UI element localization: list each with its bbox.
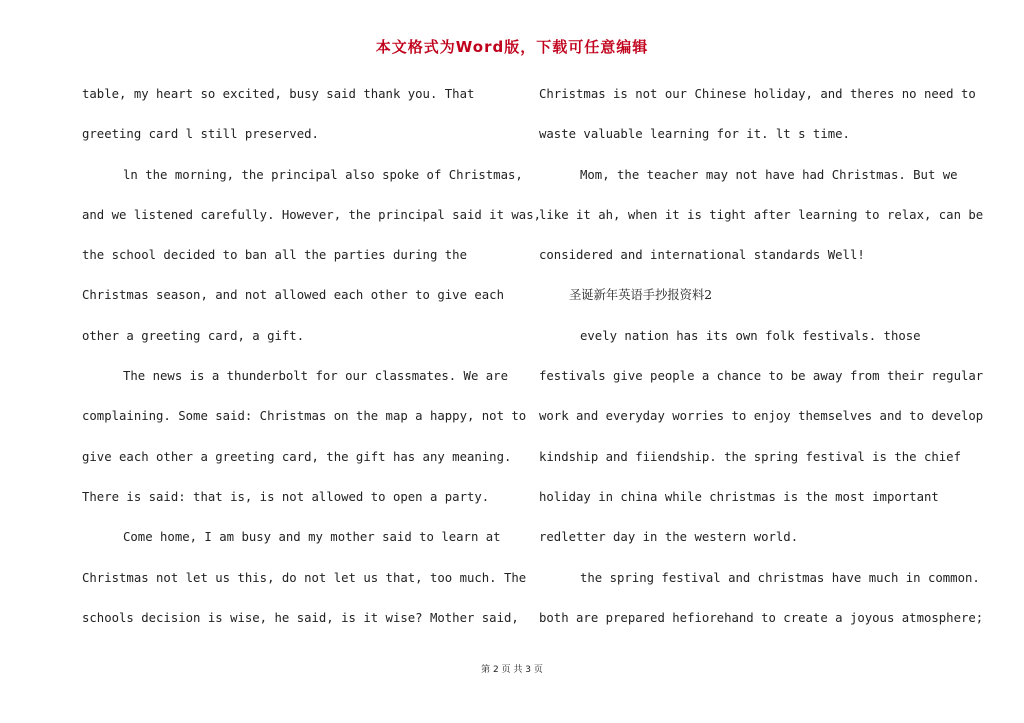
- left-text-column: [82, 78, 542, 642]
- text-line: festivals give people a chance to be away from their regular: [539, 369, 984, 384]
- text-line: kindship and fiiendship. the spring festival is the chief: [539, 449, 961, 464]
- text-line: considered and international standards Well!: [539, 248, 865, 263]
- text-line: The news is a thunderbolt for our classmates. We are: [123, 369, 508, 384]
- section-heading: 圣诞新年英语手抄报资料2: [569, 288, 713, 303]
- text-line: ln the morning, the principal also spoke of Christmas,: [123, 167, 523, 182]
- text-line: schools decision is wise, he said, is it wise? Mother said,: [82, 610, 519, 625]
- text-line: other a greeting card, a gift.: [82, 328, 305, 343]
- text-line: evely nation has its own folk festivals. those: [580, 328, 921, 343]
- text-line: and we listened carefully. However, the principal said it was,: [82, 207, 542, 222]
- text-line: Mom, the teacher may not have had Christmas. But we: [580, 167, 958, 182]
- text-line: complaining. Some said: Christmas on the map a happy, not to: [82, 409, 527, 424]
- text-line: the spring festival and christmas have much in common.: [580, 570, 980, 585]
- document-banner: 本文格式为Word版，下载可任意编辑: [375, 38, 649, 56]
- text-line: both are prepared hefiorehand to create a joyous atmosphere;: [539, 610, 984, 625]
- text-line: Christmas is not our Chinese holiday, and theres no need to: [539, 87, 976, 101]
- text-line: give each other a greeting card, the gift has any meaning.: [82, 449, 512, 464]
- text-line: redletter day in the western world.: [539, 530, 799, 545]
- text-line: work and everyday worries to enjoy themselves and to develop: [539, 409, 984, 424]
- text-line: Christmas season, and not allowed each other to give each: [82, 288, 504, 303]
- text-line: greeting card l still preserved.: [82, 127, 319, 142]
- text-line: table, my heart so excited, busy said thank you. That: [82, 87, 475, 101]
- text-line: holiday in china while christmas is the most important: [539, 489, 939, 504]
- text-line: like it ah, when it is tight after learning to relax, can be: [539, 207, 984, 222]
- right-text-column: [539, 78, 984, 642]
- page-number-footer: 第 2 页 共 3 页: [481, 665, 543, 675]
- text-line: Come home, I am busy and my mother said to learn at: [123, 530, 501, 545]
- text-line: waste valuable learning for it. lt s time.: [539, 127, 850, 142]
- text-line: Christmas not let us this, do not let us that, too much. The: [82, 570, 527, 585]
- text-line: the school decided to ban all the parties during the: [82, 248, 467, 263]
- text-line: There is said: that is, is not allowed to open a party.: [82, 489, 490, 504]
